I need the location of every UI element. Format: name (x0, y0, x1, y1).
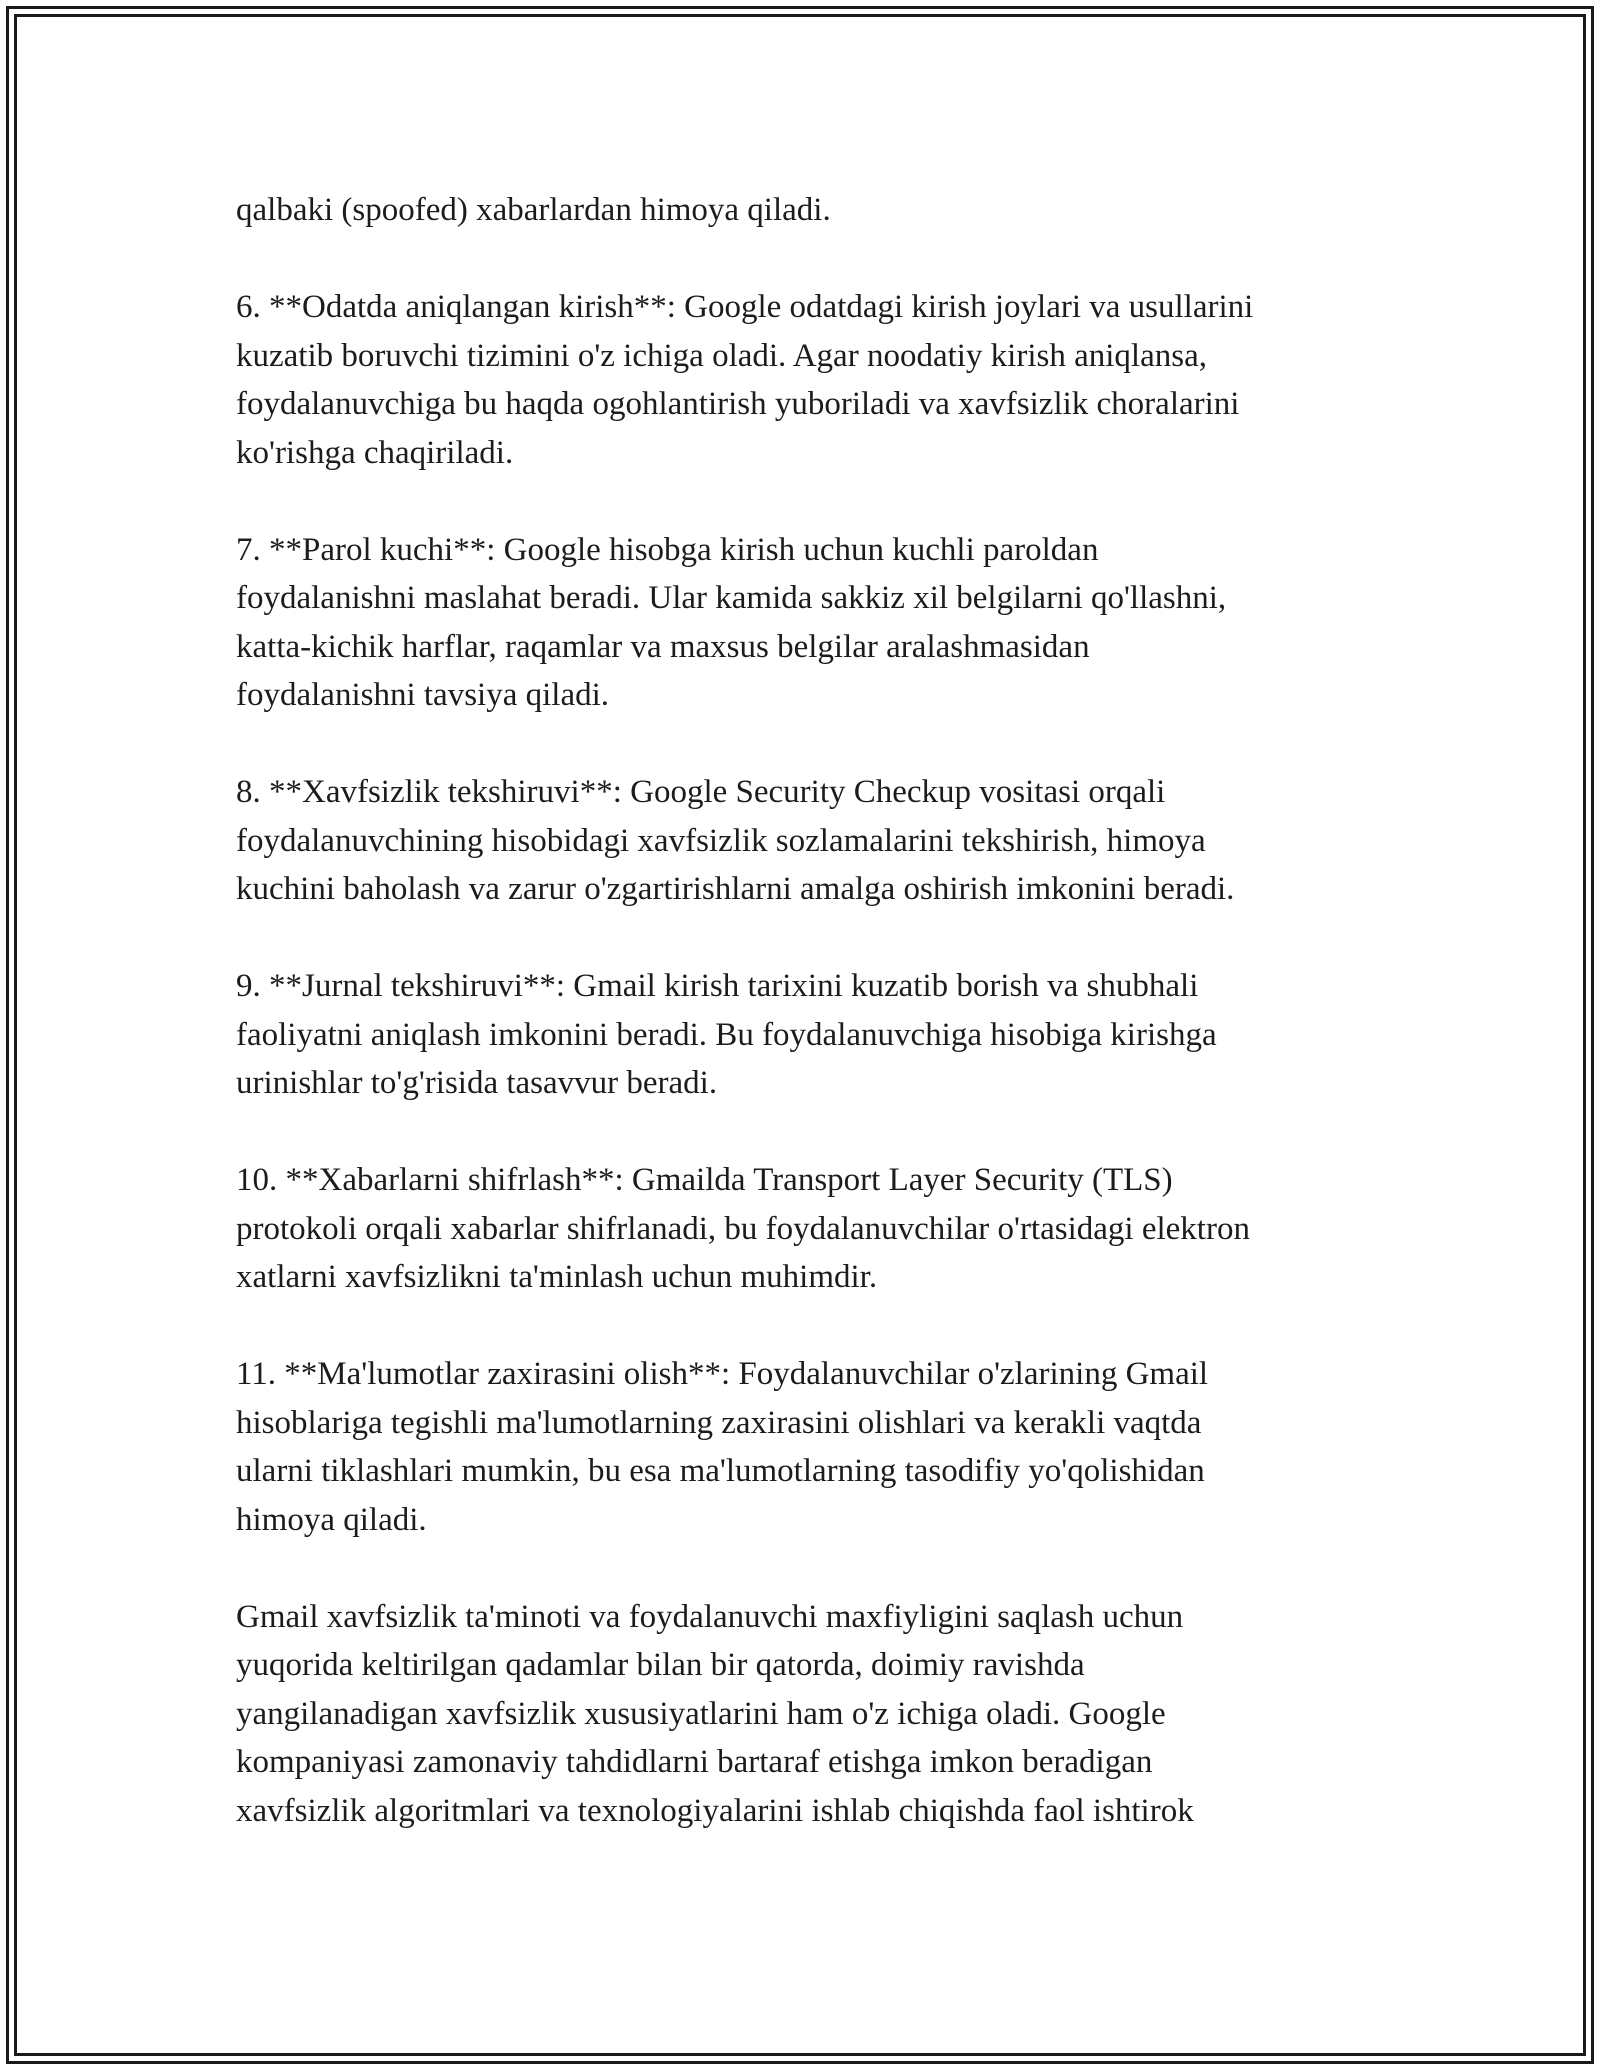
paragraph-conclusion: Gmail xavfsizlik ta'minoti va foydalanuvchi maxfiyligini saqlash uchun yuqorida keltirilgan qadamlar bilan bir qatorda, doimiy ravishda yangilanadigan xavfsizlik xususiyatlarini ham o'z ichiga oladi. Google kompaniyasi zamonaviy tahdidlarni bartaraf etishga imkon beradigan xavfsizlik algoritmlari va texnologiyalarini ishlab chiqishda faol ishtirok (236, 1598, 1194, 1829)
paragraph-intro-continuation: qalbaki (spoofed) xabarlardan himoya qiladi. (236, 192, 831, 228)
list-item-11-data-backup: 11. **Ma'lumotlar zaxirasini olish**: Foydalanuvchilar o'zlarining Gmail hisoblariga tegishli ma'lumotlarning zaxirasini olishlari va kerakli vaqtda ularni tiklashlari mumkin, bu esa ma'lumotlarning tasodifiy yo'qolishidan himoya qiladi. (236, 1356, 1209, 1538)
list-item-8-security-checkup: 8. **Xavfsizlik tekshiruvi**: Google Security Checkup vositasi orqali foydalanuvchining hisobidagi xavfsizlik sozlamalarini tekshirish, himoya kuchini baholash va zarur o'zgartirishlarni amalga oshirish imkonini beradi. (236, 774, 1235, 907)
list-item-10-encryption: 10. **Xabarlarni shifrlash**: Gmailda Transport Layer Security (TLS) protokoli orqali xabarlar shifrlanadi, bu foydalanuvchilar o'rtasidagi elektron xatlarni xavfsizlikni ta'minlash uchun muhimdir. (236, 1162, 1250, 1295)
list-item-6-unusual-login: 6. **Odatda aniqlangan kirish**: Google odatdagi kirish joylari va usullarini kuzatib boruvchi tizimini o'z ichiga oladi. Agar noodatiy kirish aniqlansa, foydalanuvchiga bu haqda ogohlantirish yuboriladi va xavfsizlik choralarini ko'rishga chaqiriladi. (236, 289, 1254, 471)
list-item-9-activity-log: 9. **Jurnal tekshiruvi**: Gmail kirish tarixini kuzatib borish va shubhali faoliyatni aniqlash imkonini beradi. Bu foydalanuvchiga hisobiga kirishga urinishlar to'g'risida tasavvur beradi. (236, 968, 1217, 1101)
list-item-7-password-strength: 7. **Parol kuchi**: Google hisobga kirish uchun kuchli paroldan foydalanishni maslahat beradi. Ular kamida sakkiz xil belgilarni qo'llashni, katta-kichik harflar, raqamlar va maxsus belgilar aralashmasidan foydalanishni tavsiya qiladi. (236, 531, 1227, 713)
document-body (236, 186, 1386, 1835)
